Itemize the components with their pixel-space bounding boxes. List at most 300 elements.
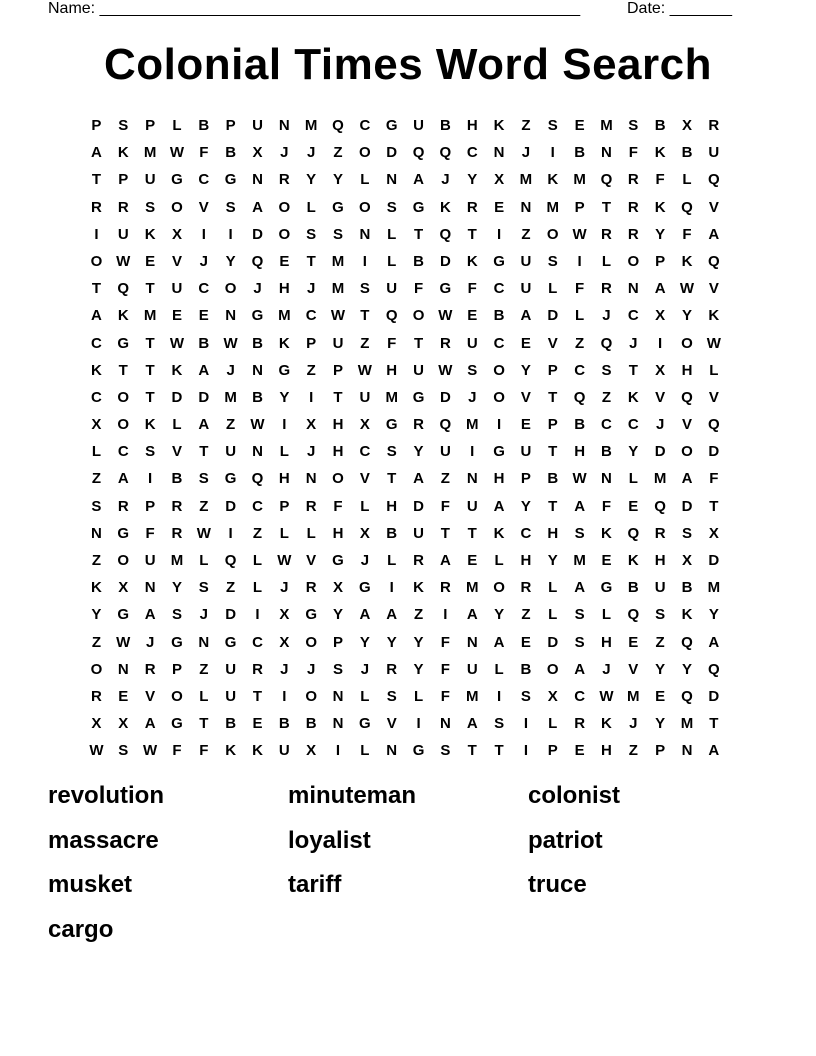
grid-letter: S xyxy=(440,742,451,760)
grid-letter: I xyxy=(389,579,394,597)
grid-letter: W xyxy=(116,633,131,651)
grid-letter: L xyxy=(172,416,182,434)
grid-letter: W xyxy=(679,280,695,298)
grid-letter: X xyxy=(91,715,102,733)
grid-letter: C xyxy=(574,361,586,379)
word-list xyxy=(48,778,768,948)
grid-letter: T xyxy=(548,497,558,515)
grid-letter: B xyxy=(627,579,639,597)
grid-letter: R xyxy=(627,198,639,216)
grid-letter: N xyxy=(332,687,344,705)
grid-letter: R xyxy=(520,579,532,597)
grid-letter: F xyxy=(682,225,692,243)
grid-letter: K xyxy=(627,552,639,569)
grid-letter: E xyxy=(198,307,209,325)
grid-letter: N xyxy=(252,443,263,461)
grid-letter: Q xyxy=(681,633,693,651)
grid-letter: B xyxy=(654,117,666,134)
grid-letter: D xyxy=(225,497,237,515)
date-field-label: Date: _______ xyxy=(627,0,732,17)
grid-letter: P xyxy=(306,334,317,352)
grid-letter: H xyxy=(574,443,586,461)
grid-letter: S xyxy=(306,225,317,243)
grid-letter: T xyxy=(628,361,638,379)
grid-letter: S xyxy=(171,606,182,624)
grid-letter: T xyxy=(306,252,316,270)
grid-letter: B xyxy=(225,144,237,162)
grid-letter: J xyxy=(629,715,638,733)
grid-letter: X xyxy=(547,687,558,705)
grid-letter: Q xyxy=(439,225,452,243)
grid-letter: D xyxy=(708,552,720,569)
grid-letter: Q xyxy=(573,388,586,406)
grid-letter: S xyxy=(386,443,397,461)
grid-letter: Z xyxy=(226,579,236,597)
grid-letter: H xyxy=(547,524,559,542)
grid-letter: Y xyxy=(333,606,344,624)
grid-letter: L xyxy=(548,715,558,733)
grid-letter: T xyxy=(467,524,477,542)
grid-letter: X xyxy=(279,633,290,651)
grid-letter: J xyxy=(307,280,316,298)
grid-letter: A xyxy=(466,715,478,733)
grid-letter: G xyxy=(117,334,130,352)
grid-letter: N xyxy=(225,307,237,325)
grid-letter: B xyxy=(439,117,451,134)
grid-letter: R xyxy=(466,198,478,216)
grid-letter: R xyxy=(601,225,612,243)
grid-letter: Y xyxy=(91,606,102,624)
grid-letter: S xyxy=(333,660,344,678)
grid-letter: S xyxy=(547,252,558,270)
grid-letter: S xyxy=(655,606,666,624)
grid-letter: S xyxy=(333,225,344,243)
grid-letter: Q xyxy=(439,416,452,434)
grid-letter: K xyxy=(493,524,505,542)
grid-letter: E xyxy=(574,117,585,134)
word-list-item: musket xyxy=(48,871,133,898)
grid-letter: Q xyxy=(681,388,693,406)
grid-letter: A xyxy=(386,606,398,624)
grid-letter: K xyxy=(144,225,156,243)
grid-letter: L xyxy=(413,687,424,705)
grid-letter: Y xyxy=(333,171,344,189)
grid-letter: N xyxy=(493,144,505,162)
grid-letter: I xyxy=(523,715,528,733)
grid-letter: U xyxy=(413,117,424,134)
grid-letter: U xyxy=(144,552,156,569)
grid-letter: V xyxy=(681,416,692,434)
word-list-item: patriot xyxy=(528,826,603,854)
grid-letter: U xyxy=(359,388,371,406)
grid-letter: L xyxy=(360,497,370,515)
grid-letter: O xyxy=(305,633,317,651)
grid-letter: G xyxy=(332,198,344,216)
grid-letter: I xyxy=(550,144,555,162)
grid-letter: X xyxy=(681,552,692,569)
grid-letter: L xyxy=(628,470,638,488)
grid-letter: V xyxy=(547,334,558,352)
grid-letter: G xyxy=(493,252,505,270)
grid-letter: M xyxy=(653,470,667,488)
grid-letter: N xyxy=(439,715,451,733)
grid-letter: O xyxy=(278,198,291,216)
grid-letter: W xyxy=(572,470,587,488)
grid-letter: L xyxy=(199,552,209,569)
grid-letter: Y xyxy=(413,660,424,678)
grid-letter: T xyxy=(440,524,450,542)
grid-letter: M xyxy=(573,171,586,189)
grid-letter: Z xyxy=(199,660,209,678)
grid-letter: E xyxy=(655,687,666,705)
grid-letter: Q xyxy=(251,470,264,488)
grid-letter: O xyxy=(546,660,559,678)
grid-letter: O xyxy=(171,687,183,705)
grid-letter: U xyxy=(466,660,478,678)
grid-letter: F xyxy=(199,742,209,760)
grid-letter: E xyxy=(145,252,156,270)
grid-letter: L xyxy=(306,198,316,216)
grid-letter: A xyxy=(708,633,720,651)
word-list-item: cargo xyxy=(48,915,114,943)
grid-letter: A xyxy=(466,606,478,624)
grid-letter: E xyxy=(520,633,531,651)
grid-letter: J xyxy=(307,443,316,461)
grid-letter: U xyxy=(466,497,478,515)
grid-letter: L xyxy=(360,742,370,760)
grid-letter: L xyxy=(252,579,263,597)
grid-letter: D xyxy=(654,443,666,461)
grid-letter: I xyxy=(228,524,233,542)
grid-letter: Z xyxy=(521,606,531,624)
grid-letter: Q xyxy=(117,280,130,298)
grid-letter: U xyxy=(520,280,532,298)
grid-letter: Z xyxy=(628,742,638,760)
grid-letter: O xyxy=(332,470,344,488)
grid-letter: M xyxy=(546,198,560,216)
grid-letter: O xyxy=(224,280,237,298)
grid-letter: T xyxy=(118,361,128,379)
grid-letter: G xyxy=(224,171,237,189)
grid-letter: S xyxy=(359,280,370,298)
grid-letter: I xyxy=(255,606,260,624)
grid-letter: L xyxy=(172,117,182,134)
grid-letter: J xyxy=(360,660,370,678)
grid-letter: N xyxy=(627,280,639,298)
grid-letter: J xyxy=(145,633,155,651)
grid-letter: A xyxy=(681,470,693,488)
grid-letter: A xyxy=(654,280,666,298)
grid-letter: K xyxy=(601,715,612,733)
grid-letter: M xyxy=(143,307,157,325)
grid-letter: M xyxy=(385,388,398,406)
grid-letter: P xyxy=(145,117,156,134)
grid-letter: B xyxy=(225,715,237,733)
grid-letter: S xyxy=(198,579,209,597)
grid-letter: T xyxy=(145,361,155,379)
grid-letter: F xyxy=(145,524,155,542)
grid-letter: D xyxy=(386,144,398,162)
grid-letter: G xyxy=(600,579,613,597)
grid-letter: A xyxy=(117,470,129,488)
grid-letter: F xyxy=(655,171,665,189)
grid-letter: N xyxy=(520,198,532,216)
grid-letter: Y xyxy=(467,171,478,189)
grid-letter: D xyxy=(439,388,451,406)
grid-letter: E xyxy=(252,715,263,733)
grid-letter: N xyxy=(359,225,371,243)
grid-letter: M xyxy=(224,388,237,406)
grid-letter: A xyxy=(198,361,210,379)
grid-letter: S xyxy=(681,524,692,542)
grid-letter: N xyxy=(305,470,317,488)
grid-letter: Q xyxy=(707,416,720,434)
grid-letter: W xyxy=(223,334,238,352)
grid-letter: Y xyxy=(306,171,317,189)
grid-letter: S xyxy=(145,198,156,216)
grid-letter: O xyxy=(493,579,505,597)
grid-letter: X xyxy=(359,524,370,542)
grid-letter: E xyxy=(118,687,129,705)
grid-letter: B xyxy=(198,334,210,352)
grid-letter: N xyxy=(117,660,129,678)
grid-letter: R xyxy=(278,171,290,189)
grid-letter: N xyxy=(386,171,398,189)
grid-letter: R xyxy=(117,198,129,216)
grid-letter: X xyxy=(306,742,317,760)
grid-letter: K xyxy=(225,742,237,760)
grid-letter: H xyxy=(520,552,532,569)
grid-letter: F xyxy=(709,470,719,488)
grid-letter: S xyxy=(628,117,639,134)
grid-letter: N xyxy=(601,144,612,162)
grid-letter: I xyxy=(496,225,502,243)
grid-row xyxy=(83,574,727,601)
grid-letter: Z xyxy=(252,524,263,542)
grid-letter: A xyxy=(708,742,720,760)
grid-letter: F xyxy=(440,497,450,515)
grid-letter: I xyxy=(443,606,448,624)
grid-letter: A xyxy=(413,470,424,488)
grid-letter: N xyxy=(252,361,263,379)
grid-letter: S xyxy=(467,361,478,379)
grid-letter: R xyxy=(439,334,451,352)
grid-letter: F xyxy=(467,280,477,298)
grid-letter: R xyxy=(91,198,102,216)
grid-letter: P xyxy=(333,361,344,379)
grid-letter: J xyxy=(253,280,262,298)
grid-letter: J xyxy=(307,144,316,162)
grid-letter: W xyxy=(330,307,346,325)
grid-letter: Z xyxy=(306,361,316,379)
grid-letter: A xyxy=(574,579,586,597)
grid-letter: P xyxy=(520,470,531,488)
grid-row xyxy=(83,737,727,764)
grid-letter: Q xyxy=(332,117,344,134)
grid-letter: T xyxy=(360,307,370,325)
grid-letter: S xyxy=(494,715,505,733)
grid-row xyxy=(83,710,727,737)
grid-letter: U xyxy=(520,443,532,461)
grid-letter: T xyxy=(387,470,397,488)
grid-letter: I xyxy=(362,252,367,270)
grid-letter: N xyxy=(278,117,290,134)
grid-letter: J xyxy=(280,144,289,162)
grid-letter: S xyxy=(145,443,156,461)
grid-letter: R xyxy=(627,171,639,189)
grid-row xyxy=(83,194,727,221)
grid-letter: L xyxy=(387,225,397,243)
grid-letter: B xyxy=(681,144,693,162)
grid-letter: Z xyxy=(575,334,585,352)
grid-letter: Y xyxy=(413,443,424,461)
grid-letter: O xyxy=(278,225,291,243)
grid-letter: U xyxy=(466,334,478,352)
grid-letter: M xyxy=(573,552,586,569)
grid-letter: P xyxy=(655,742,666,760)
grid-letter: O xyxy=(681,443,693,461)
grid-letter: M xyxy=(143,144,157,162)
grid-letter: D xyxy=(547,633,559,651)
grid-letter: Y xyxy=(413,633,424,651)
page-title: Colonial Times Word Search xyxy=(104,40,712,89)
grid-letter: N xyxy=(601,470,612,488)
grid-letter: S xyxy=(601,361,612,379)
grid-letter: J xyxy=(199,252,208,270)
grid-letter: I xyxy=(496,687,502,705)
grid-letter: J xyxy=(521,144,531,162)
grid-letter: B xyxy=(305,715,317,733)
grid-letter: G xyxy=(224,470,237,488)
grid-letter: P xyxy=(171,660,182,678)
grid-letter: B xyxy=(574,416,586,434)
grid-letter: T xyxy=(467,742,477,760)
grid-letter: P xyxy=(279,497,290,515)
name-field-label: Name: ______________________________________________________ xyxy=(48,0,581,17)
grid-letter: M xyxy=(170,552,184,569)
grid-letter: T xyxy=(467,225,477,243)
grid-letter: J xyxy=(199,606,208,624)
grid-letter: I xyxy=(228,225,233,243)
grid-letter: Z xyxy=(440,470,450,488)
grid-letter: N xyxy=(252,171,263,189)
grid-letter: U xyxy=(332,334,344,352)
grid-letter: I xyxy=(496,416,502,434)
grid-row xyxy=(83,683,727,710)
grid-letter: Q xyxy=(224,552,237,569)
grid-letter: X xyxy=(655,361,666,379)
grid-letter: D xyxy=(413,497,424,515)
grid-letter: Q xyxy=(439,144,452,162)
grid-letter: Q xyxy=(251,252,264,270)
grid-letter: A xyxy=(252,198,263,216)
grid-letter: V xyxy=(171,252,182,270)
grid-letter: M xyxy=(465,579,479,597)
grid-letter: U xyxy=(386,280,398,298)
grid-letter: N xyxy=(386,742,398,760)
grid-letter: I xyxy=(470,443,475,461)
grid-letter: M xyxy=(465,687,479,705)
grid-letter: M xyxy=(680,715,694,733)
grid-letter: S xyxy=(547,117,558,134)
grid-letter: L xyxy=(279,524,289,542)
grid-letter: Z xyxy=(413,606,424,624)
grid-letter: U xyxy=(439,443,451,461)
grid-letter: C xyxy=(252,633,263,651)
grid-letter: W xyxy=(89,742,104,760)
grid-letter: B xyxy=(601,443,612,461)
grid-letter: H xyxy=(332,524,344,542)
grid-letter: O xyxy=(90,252,103,270)
grid-letter: N xyxy=(91,524,102,542)
grid-letter: D xyxy=(225,606,237,624)
grid-letter: J xyxy=(360,552,370,569)
letter-grid xyxy=(83,112,727,765)
grid-row xyxy=(83,493,727,520)
grid-letter: J xyxy=(655,416,665,434)
grid-letter: V xyxy=(655,388,666,406)
grid-letter: Y xyxy=(494,606,505,624)
grid-letter: V xyxy=(306,552,317,569)
grid-letter: D xyxy=(708,443,720,461)
grid-letter: F xyxy=(333,497,343,515)
grid-letter: V xyxy=(171,443,182,461)
grid-letter: R xyxy=(654,524,666,542)
grid-row xyxy=(83,656,727,683)
grid-letter: V xyxy=(359,470,370,488)
grid-letter: B xyxy=(252,334,263,352)
grid-letter: L xyxy=(548,280,558,298)
grid-letter: V xyxy=(708,198,719,216)
grid-letter: A xyxy=(439,552,451,569)
grid-letter: M xyxy=(331,280,345,298)
grid-letter: B xyxy=(520,660,532,678)
grid-letter: O xyxy=(90,660,103,678)
grid-letter: O xyxy=(117,416,130,434)
grid-letter: G xyxy=(493,443,505,461)
grid-letter: M xyxy=(465,416,479,434)
grid-letter: Y xyxy=(655,715,666,733)
grid-letter: Q xyxy=(627,606,640,624)
grid-letter: G xyxy=(117,606,130,624)
grid-letter: A xyxy=(708,225,720,243)
grid-letter: E xyxy=(628,497,639,515)
grid-letter: Z xyxy=(91,470,101,488)
grid-letter: W xyxy=(169,144,185,162)
word-list-item: loyalist xyxy=(288,826,371,854)
grid-letter: C xyxy=(466,144,478,162)
grid-letter: T xyxy=(548,388,558,406)
grid-letter: K xyxy=(439,198,451,216)
grid-letter: M xyxy=(519,171,533,189)
grid-letter: W xyxy=(357,361,372,379)
grid-letter: G xyxy=(171,633,183,651)
grid-letter: S xyxy=(574,606,585,624)
grid-row xyxy=(83,547,727,574)
grid-letter: C xyxy=(252,497,263,515)
grid-letter: U xyxy=(252,117,263,134)
grid-letter: M xyxy=(304,117,318,134)
grid-letter: W xyxy=(599,687,614,705)
grid-letter: I xyxy=(309,388,314,406)
grid-row xyxy=(83,248,727,275)
grid-letter: R xyxy=(413,416,424,434)
grid-letter: C xyxy=(198,280,210,298)
grid-letter: B xyxy=(681,579,693,597)
word-list-item: tariff xyxy=(288,871,342,898)
grid-letter: H xyxy=(332,443,344,461)
grid-letter: D xyxy=(547,307,559,325)
